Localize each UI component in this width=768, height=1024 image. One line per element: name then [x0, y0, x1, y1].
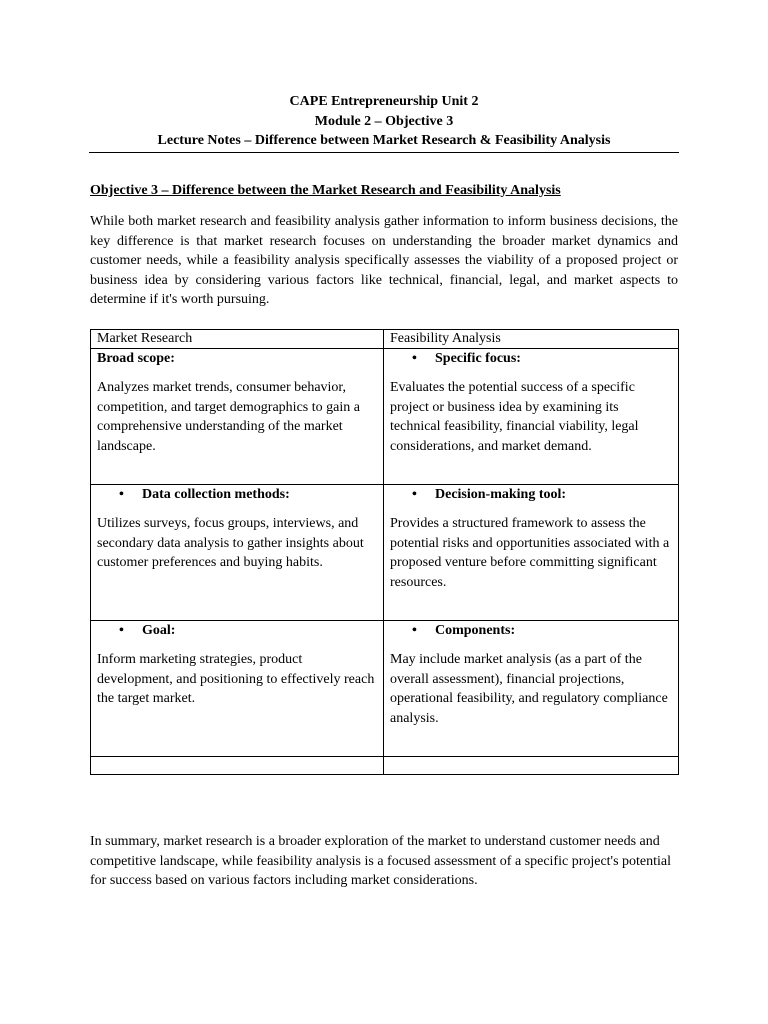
course-title: CAPE Entrepreneurship Unit 2 — [289, 94, 479, 109]
intro-paragraph: While both market research and feasibility analysis gather information to inform business decisions, the key difference is that market research focuses on understanding the broader market dynamics and customer needs, while a feasibility analysis specifically assesses the viability of a proposed project or business idea by considering various factors like technical, financial, legal, and market aspects to determine if it's worth pursuing. — [90, 214, 678, 307]
cell-heading — [97, 621, 377, 640]
summary-paragraph: In summary, market research is a broader exploration of the market to understand customer needs and competitive landscape, while feasibility analysis is a focused assessment of a specific project's potential for success based on various factors including market considerations. — [90, 834, 672, 888]
cell-heading — [97, 485, 377, 504]
table-cell — [91, 485, 384, 621]
table-row — [91, 349, 679, 485]
table-cell — [384, 349, 679, 485]
cell-heading — [390, 485, 672, 504]
table-row — [91, 621, 679, 757]
table-header-row — [91, 330, 679, 349]
cell-heading-text: Data collection methods: — [142, 487, 290, 502]
table-row — [91, 485, 679, 621]
cell-heading — [390, 621, 672, 640]
table-cell — [91, 349, 384, 485]
table-cell — [91, 621, 384, 757]
cell-body: Evaluates the potential success of a specific project or business idea by examining its technical feasibility, financial viability, legal considerations, and market demand. — [390, 380, 639, 454]
cell-body: Analyzes market trends, consumer behavior, competition, and target demographics to gain a comprehensive understanding of the market landscape. — [97, 380, 360, 454]
module-title: Module 2 – Objective 3 — [314, 113, 454, 129]
empty-cell — [384, 757, 679, 775]
bullet-icon: • — [119, 487, 124, 502]
lecture-title: Lecture Notes – Difference between Market Research & Feasibility Analysis — [157, 133, 611, 148]
col-header-feasibility-analysis: Feasibility Analysis — [384, 330, 679, 349]
empty-cell — [91, 757, 384, 775]
cell-heading-text: Components: — [435, 623, 516, 638]
cell-heading-text: Goal: — [142, 623, 176, 638]
objective-heading: Objective 3 – Difference between the Market Research and Feasibility Analysis — [90, 183, 561, 198]
bullet-icon: • — [412, 623, 417, 638]
cell-body: May include market analysis (as a part of the overall assessment), financial projections, operational feasibility, and regulatory compliance analysis. — [390, 652, 668, 726]
bullet-icon: • — [412, 487, 417, 502]
table-cell — [384, 485, 679, 621]
cell-body: Utilizes surveys, focus groups, interviews, and secondary data analysis to gather insights about customer preferences and buying habits. — [97, 516, 364, 570]
bullet-icon: • — [119, 623, 124, 638]
header-divider — [89, 152, 679, 153]
cell-body: Provides a structured framework to assess the potential risks and opportunities associated with a proposed venture before committing significant resources. — [390, 516, 670, 590]
comparison-table — [90, 329, 679, 775]
table-cell — [384, 621, 679, 757]
empty-table-row — [91, 757, 679, 775]
cell-body: Inform marketing strategies, product development, and positioning to effectively reach the target market. — [97, 652, 375, 706]
col-header-market-research: Market Research — [91, 330, 384, 349]
cell-heading-text: Decision-making tool: — [435, 487, 567, 502]
document-header — [89, 92, 679, 151]
cell-heading-text: Specific focus: — [435, 351, 521, 366]
bullet-icon: • — [412, 351, 417, 366]
cell-heading — [390, 349, 672, 368]
cell-heading: Broad scope: — [97, 351, 175, 366]
